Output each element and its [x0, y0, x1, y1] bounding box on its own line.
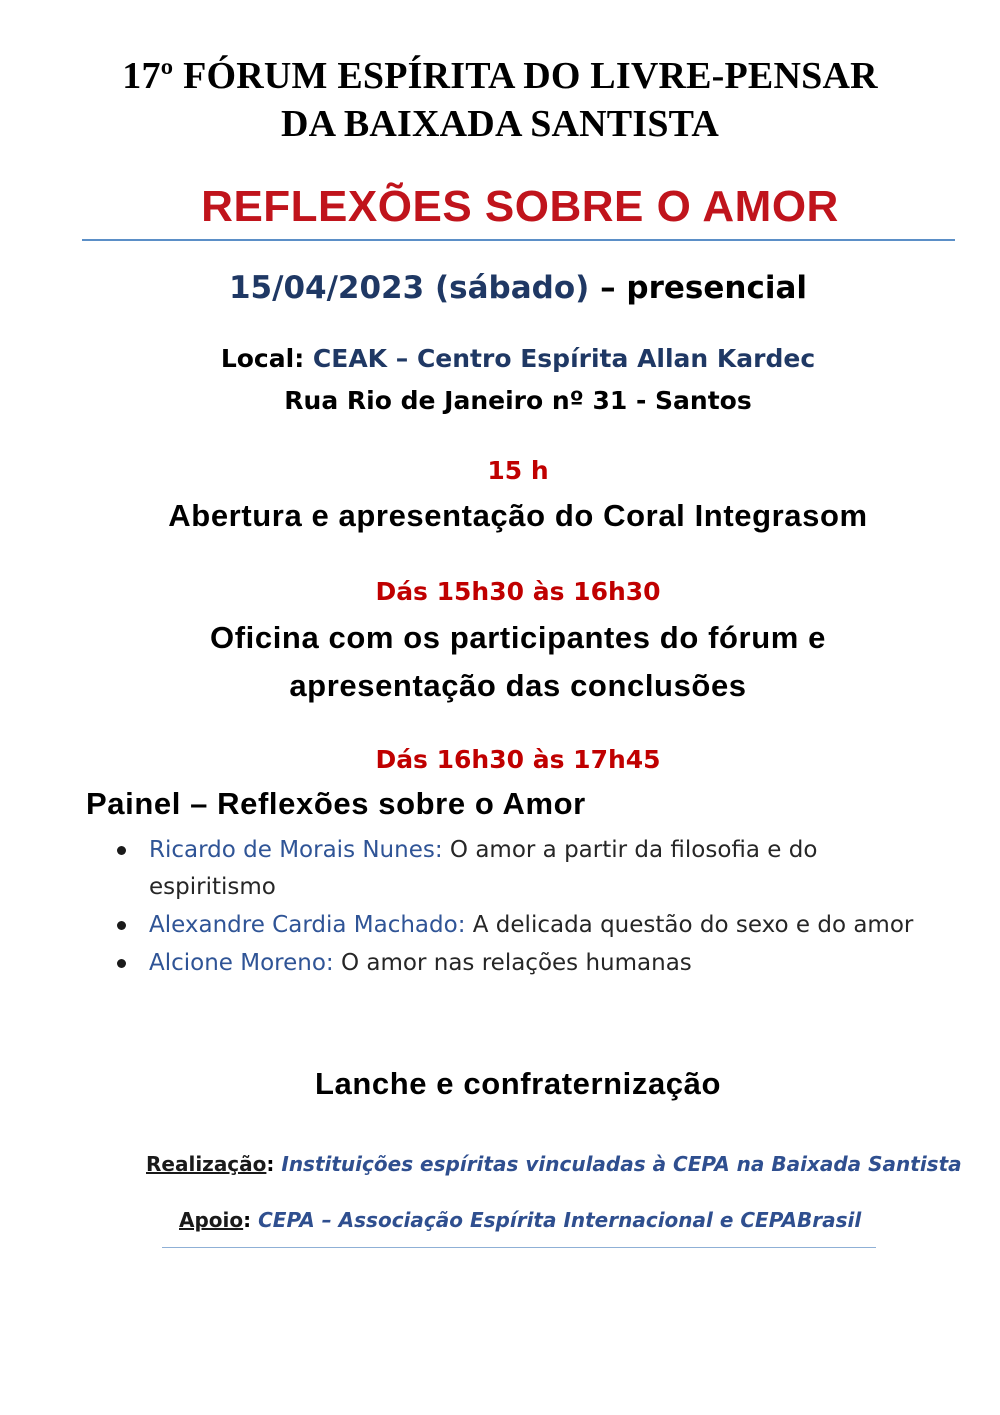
header-divider: [82, 239, 955, 241]
schedule-title-2-line-2: apresentação das conclusões: [289, 668, 747, 703]
speaker-topic: O amor a partir da filosofia e do espiritismo: [149, 837, 818, 900]
location-line: [18, 344, 1000, 373]
credit-realizacao: [146, 1152, 962, 1176]
bullet-icon: [117, 846, 126, 855]
realizacao-label: Realização: [146, 1152, 267, 1176]
schedule-time-2: Dás 15h30 às 16h30: [375, 577, 661, 606]
schedule-title-2-line-1: Oficina com os participantes do fórum e: [210, 620, 826, 655]
forum-title-line-1: 17º FÓRUM ESPÍRITA DO LIVRE-PENSAR: [122, 55, 878, 97]
apoio-value: CEPA – Associação Espírita Internacional e CEPABrasil: [258, 1208, 862, 1232]
event-date: [18, 270, 1000, 306]
forum-title: [0, 52, 1000, 148]
realizacao-value: Instituições espíritas vinculadas à CEPA na Baixada Santista: [281, 1152, 962, 1176]
credit-apoio: [179, 1208, 861, 1232]
apoio-sep: :: [243, 1208, 259, 1232]
bullet-icon: [117, 921, 126, 930]
bullet-icon: [117, 959, 126, 968]
speaker-name: Alexandre Cardia Machado:: [149, 912, 466, 938]
event-date-text: 15/04/2023 (sábado): [228, 270, 590, 306]
speaker-item: [117, 832, 917, 906]
schedule-title-1: Abertura e apresentação do Coral Integrasom: [168, 498, 868, 533]
realizacao-sep: :: [266, 1152, 282, 1176]
panel-title: Painel – Reflexões sobre o Amor: [86, 786, 586, 821]
location-name: CEAK – Centro Espírita Allan Kardec: [312, 344, 816, 373]
schedule-title-2: [18, 614, 1000, 710]
location-label: Local:: [220, 344, 313, 373]
speaker-topic: A delicada questão do sexo e do amor: [465, 912, 914, 938]
closing-title: Lanche e confraternização: [314, 1066, 722, 1101]
schedule-time-1: 15 h: [487, 456, 549, 485]
schedule-time-3: Dás 16h30 às 17h45: [375, 745, 661, 774]
theme-title: REFLEXÕES SOBRE O AMOR: [201, 182, 839, 231]
speakers-list: [117, 832, 917, 983]
speaker-item: [117, 945, 917, 982]
footer-divider: [162, 1247, 876, 1248]
event-mode: presencial: [626, 270, 807, 306]
speaker-item: [117, 907, 917, 944]
speaker-name: Ricardo de Morais Nunes:: [149, 837, 443, 863]
forum-title-line-2: DA BAIXADA SANTISTA: [280, 103, 720, 145]
apoio-label: Apoio: [179, 1208, 244, 1232]
speaker-topic: O amor nas relações humanas: [333, 950, 692, 976]
speaker-name: Alcione Moreno:: [149, 950, 334, 976]
location-address: Rua Rio de Janeiro nº 31 - Santos: [284, 386, 752, 415]
event-date-dash: –: [589, 270, 627, 306]
